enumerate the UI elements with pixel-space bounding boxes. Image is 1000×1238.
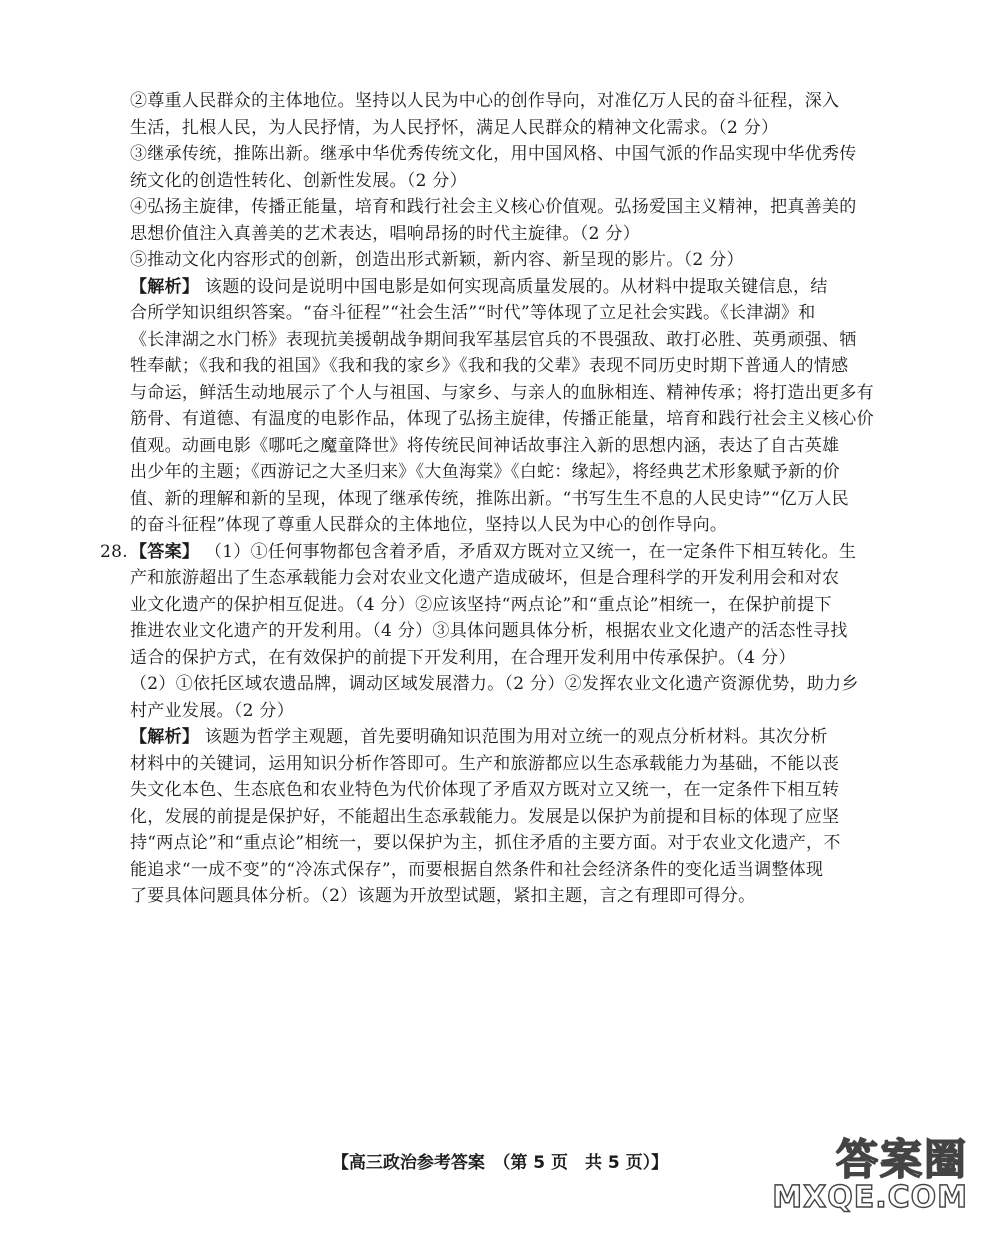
analysis-tag: 【解析】 bbox=[130, 276, 200, 297]
site-watermark-logo bbox=[768, 1135, 968, 1218]
text-line: 材料中的关键词，运用知识分析作答即可。生产和旅游都应以生态承载能力为基础，不能以丧 bbox=[130, 753, 840, 774]
text-line: 业文化遗产的保护相互促进。（4 分）②应该坚持“两点论”和“重点论”相统一，在保护前提下 bbox=[130, 594, 832, 615]
text-line: 持“两点论”和“重点论”相统一，要以保护为主，抓住矛盾的主要方面。对于农业文化遗产，不 bbox=[130, 833, 841, 853]
text-line: ③继承传统，推陈出新。继承中华优秀传统文化，用中国风格、中国气派的作品实现中华优秀传 bbox=[130, 144, 857, 164]
question-number: 28. bbox=[100, 541, 128, 562]
watermark-logo-domain: MXQE.COM bbox=[772, 1180, 968, 1215]
text-line: 统文化的创造性转化、创新性发展。（2 分） bbox=[130, 170, 468, 191]
analysis-heading-line bbox=[130, 724, 870, 751]
text-span: （1）①任何事物都包含着矛盾，矛盾双方既对立又统一，在一定条件下相互转化。生 bbox=[199, 541, 857, 562]
text-line: 与命运，鲜活生动地展示了个人与祖国、与家乡、与亲人的血脉相连、精神传承；将打造出更多有 bbox=[130, 382, 874, 403]
text-line: （2）①依托区域农遗品牌，调动区域发展潜力。（2 分）②发挥农业文化遗产资源优势，助力乡 bbox=[130, 674, 859, 694]
watermark-logo-text: 答案圈 bbox=[835, 1135, 968, 1184]
text-line: 合所学知识组织答案。“奋斗征程”“社会生活”“时代”等体现了立足社会实践。《长津湖》和 bbox=[130, 303, 816, 323]
text-line: 筋骨、有道德、有温度的电影作品，体现了弘扬主旋律，传播正能量，培育和践行社会主义核心价 bbox=[130, 409, 874, 429]
text-line: ⑤推动文化内容形式的创新，创造出形式新颖，新内容、新呈现的影片。（2 分） bbox=[130, 250, 744, 270]
analysis-tag: 【解析】 bbox=[130, 727, 200, 747]
answer-page-content bbox=[100, 88, 874, 910]
question-28-heading-line bbox=[100, 539, 870, 566]
text-line: 的奋斗征程”体现了尊重人民群众的主体地位，坚持以人民为中心的创作导向。 bbox=[130, 515, 728, 535]
text-line: 化，发展的前提是保护好，不能超出生态承载能力。发展是以保护为前提和目标的体现了应坚 bbox=[130, 806, 840, 827]
text-line: 能追求“一成不变”的“冷冻式保存”，而要根据自然条件和社会经济条件的变化适当调整体现 bbox=[130, 859, 824, 880]
text-line: 生活，扎根人民，为人民抒情，为人民抒怀，满足人民群众的精神文化需求。（2 分） bbox=[130, 117, 779, 138]
text-line: ④弘扬主旋律，传播正能量，培育和践行社会主义核心价值观。弘扬爱国主义精神，把真善美的 bbox=[130, 197, 857, 217]
text-line: 适合的保护方式，在有效保护的前提下开发利用，在合理开发利用中传承保护。（4 分） bbox=[130, 647, 796, 668]
page-footer: 【高三政治参考答案 （第 5 页 共 5 页）】 bbox=[331, 1153, 669, 1173]
text-line: 值观。动画电影《哪吒之魔童降世》将传统民间神话故事注入新的思想内涵，表达了自古英雄 bbox=[130, 435, 840, 456]
text-line: 失文化本色、生态底色和农业特色为代价体现了矛盾双方既对立又统一，在一定条件下相互转 bbox=[130, 780, 840, 800]
answer-tag: 【答案】 bbox=[130, 541, 200, 562]
text-line: 值、新的理解和新的呈现，体现了继承传统，推陈出新。“书写生生不息的人民史诗”“亿万人民 bbox=[130, 488, 849, 509]
analysis-heading-line bbox=[130, 274, 870, 301]
text-span: 该题的设问是说明中国电影是如何实现高质量发展的。从材料中提取关键信息，结 bbox=[199, 276, 828, 297]
text-line: 牲奉献；《我和我的祖国》《我和我的家乡》《我和我的父辈》表现不同历史时期下普通人的情感 bbox=[130, 356, 849, 376]
text-line: 《长津湖之水门桥》表现抗美援朝战争期间我军基层官兵的不畏强敌、敢打必胜、英勇顽强、牺 bbox=[130, 329, 857, 350]
text-line: ②尊重人民群众的主体地位。坚持以人民为中心的创作导向，对准亿万人民的奋斗征程，深入 bbox=[130, 91, 840, 111]
text-line: 产和旅游超出了生态承载能力会对农业文化遗产造成破坏，但是合理科学的开发利用会和对农 bbox=[130, 568, 840, 588]
text-line: 思想价值注入真善美的艺术表达，唱响昂扬的时代主旋律。（2 分） bbox=[130, 223, 641, 244]
text-line: 推进农业文化遗产的开发利用。（4 分）③具体问题具体分析，根据农业文化遗产的活态性寻找 bbox=[130, 621, 848, 641]
text-line: 出少年的主题；《西游记之大圣归来》《大鱼海棠》《白蛇：缘起》，将经典艺术形象赋予新的价 bbox=[130, 462, 840, 482]
text-span: 该题为哲学主观题，首先要明确知识范围为用对立统一的观点分析材料。其次分析 bbox=[199, 727, 828, 747]
text-line: 村产业发展。（2 分） bbox=[130, 700, 295, 721]
text-line: 了要具体问题具体分析。（2）该题为开放型试题，紧扣主题，言之有理即可得分。 bbox=[130, 886, 756, 906]
